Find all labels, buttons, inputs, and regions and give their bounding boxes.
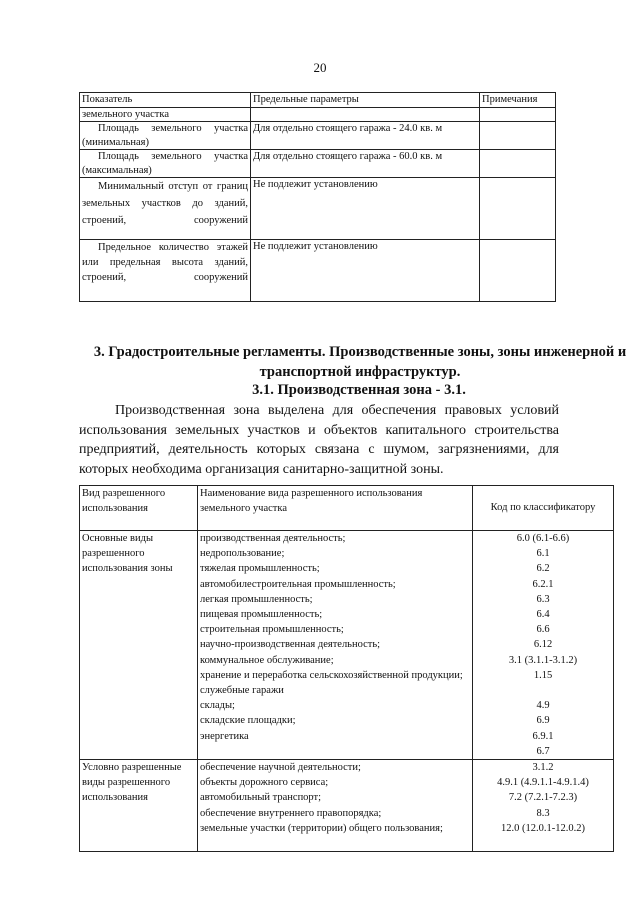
use-type-cell: Условно разрешенные виды разрешенного использования <box>80 760 198 852</box>
list-item: пищевая промышленность; <box>200 609 323 621</box>
use-type-cell: Основные виды разрешенного использования зоны <box>80 531 198 760</box>
table-header-row <box>80 486 614 531</box>
code-value: 6.4 <box>536 609 550 621</box>
params-cell: Для отдельно стоящего гаража - 60.0 кв. м <box>251 150 480 178</box>
table-row <box>80 240 556 302</box>
code-value: 4.9.1 (4.9.1.1-4.9.1.4) <box>497 777 589 789</box>
params-cell: Для отдельно стоящего гаража - 24.0 кв. м <box>251 122 480 150</box>
list-item: служебные гаражи <box>200 685 284 697</box>
header-use-type: Вид разрешенного использования <box>80 486 198 531</box>
list-item: автомобилестроительная промышленность; <box>200 578 396 590</box>
table-row <box>80 150 556 178</box>
indicator-cell: Минимальный отступ от границ земельных участков до зданий, строений, сооружений <box>80 178 251 240</box>
list-item: обеспечение внутреннего правопорядка; <box>200 807 382 819</box>
codes-cell <box>473 531 614 760</box>
notes-cell <box>480 150 556 178</box>
code-value: 3.1.2 <box>532 762 554 774</box>
notes-cell <box>480 122 556 150</box>
code-value: 6.2.1 <box>532 578 554 590</box>
code-value: 12.0 (12.0.1-12.0.2) <box>501 822 585 834</box>
table-row <box>80 531 614 760</box>
list-item: производственная деятельность; <box>200 533 346 544</box>
page-number: 20 <box>313 60 327 75</box>
list-item: земельные участки (территории) общего пользования; <box>200 822 443 834</box>
code-value: 6.0 (6.1-6.6) <box>516 533 570 544</box>
code-value: 6.7 <box>536 745 550 757</box>
code-value: 6.6 <box>536 624 550 636</box>
header-use-name: Наименование вида разрешенного использования земельного участка <box>198 486 473 531</box>
use-names-cell <box>198 760 473 852</box>
list-item: обеспечение научной деятельности; <box>200 762 361 774</box>
use-names-cell <box>198 531 473 760</box>
parameters-table <box>79 92 556 302</box>
list-item: склады; <box>200 700 235 712</box>
continuation-cell: земельного участка <box>80 107 251 122</box>
code-value: 6.9 <box>536 715 550 727</box>
code-value: 3.1 (3.1.1-3.1.2) <box>508 654 578 666</box>
code-value: 6.3 <box>536 593 550 605</box>
list-item: научно-производственная деятельность; <box>200 639 381 651</box>
header-notes: Примечания <box>480 93 556 108</box>
list-item: коммунальное обслуживание; <box>200 654 334 666</box>
codes-cell <box>473 760 614 852</box>
list-item: строительная промышленность; <box>200 624 344 636</box>
zone-description: Производственная зона выделена для обеспечения правовых условий использования земельных участков и объектов капитального строительства предприятий, деятельность которых связана с шумом, загрязнениями, для которых необходима организация санитарно-защитной зоны. <box>79 403 559 477</box>
permitted-use-table <box>79 485 614 852</box>
list-item: автомобильный транспорт; <box>200 792 322 804</box>
params-cell: Не подлежит установлению <box>251 178 480 240</box>
table-row <box>80 122 556 150</box>
list-item: недропользование; <box>200 548 285 560</box>
table-header-row <box>80 93 556 108</box>
table-row <box>80 178 556 240</box>
list-item: энергетика <box>200 730 249 742</box>
code-value: 6.12 <box>533 639 553 651</box>
code-value: 7.2 (7.2.1-7.2.3) <box>508 792 578 804</box>
indicator-cell: Площадь земельного участка (минимальная) <box>80 122 251 150</box>
list-item: легкая промышленность; <box>200 593 313 605</box>
indicator-cell: Предельное количество этажей или предельная высота зданий, строений, сооружений <box>80 240 251 302</box>
header-params: Предельные параметры <box>251 93 480 108</box>
section-heading: 3. Градостроительные регламенты. Производственные зоны, зоны инженерной и транспортной инфраструктур. <box>93 344 627 380</box>
header-indicator: Показатель <box>80 93 251 108</box>
notes-cell <box>480 178 556 240</box>
code-value: 6.9.1 <box>532 730 554 742</box>
list-item: складские площадки; <box>200 715 296 727</box>
list-item: тяжелая промышленность; <box>200 563 320 575</box>
header-code: Код по классификатору <box>473 486 614 531</box>
code-value: 4.9 <box>536 700 550 712</box>
indicator-cell: Площадь земельного участка (максимальная) <box>80 150 251 178</box>
list-item: объекты дорожного сервиса; <box>200 777 329 789</box>
params-cell: Не подлежит установлению <box>251 240 480 302</box>
code-value: 1.15 <box>533 669 553 681</box>
table-row <box>80 107 556 122</box>
code-value: 6.1 <box>536 548 550 560</box>
code-value: 6.2 <box>536 563 550 575</box>
list-item: хранение и переработка сельскохозяйственной продукции; <box>200 669 463 681</box>
code-value: 8.3 <box>536 807 550 819</box>
notes-cell <box>480 240 556 302</box>
subsection-heading: 3.1. Производственная зона - 3.1. <box>252 382 466 398</box>
table-row <box>80 760 614 852</box>
